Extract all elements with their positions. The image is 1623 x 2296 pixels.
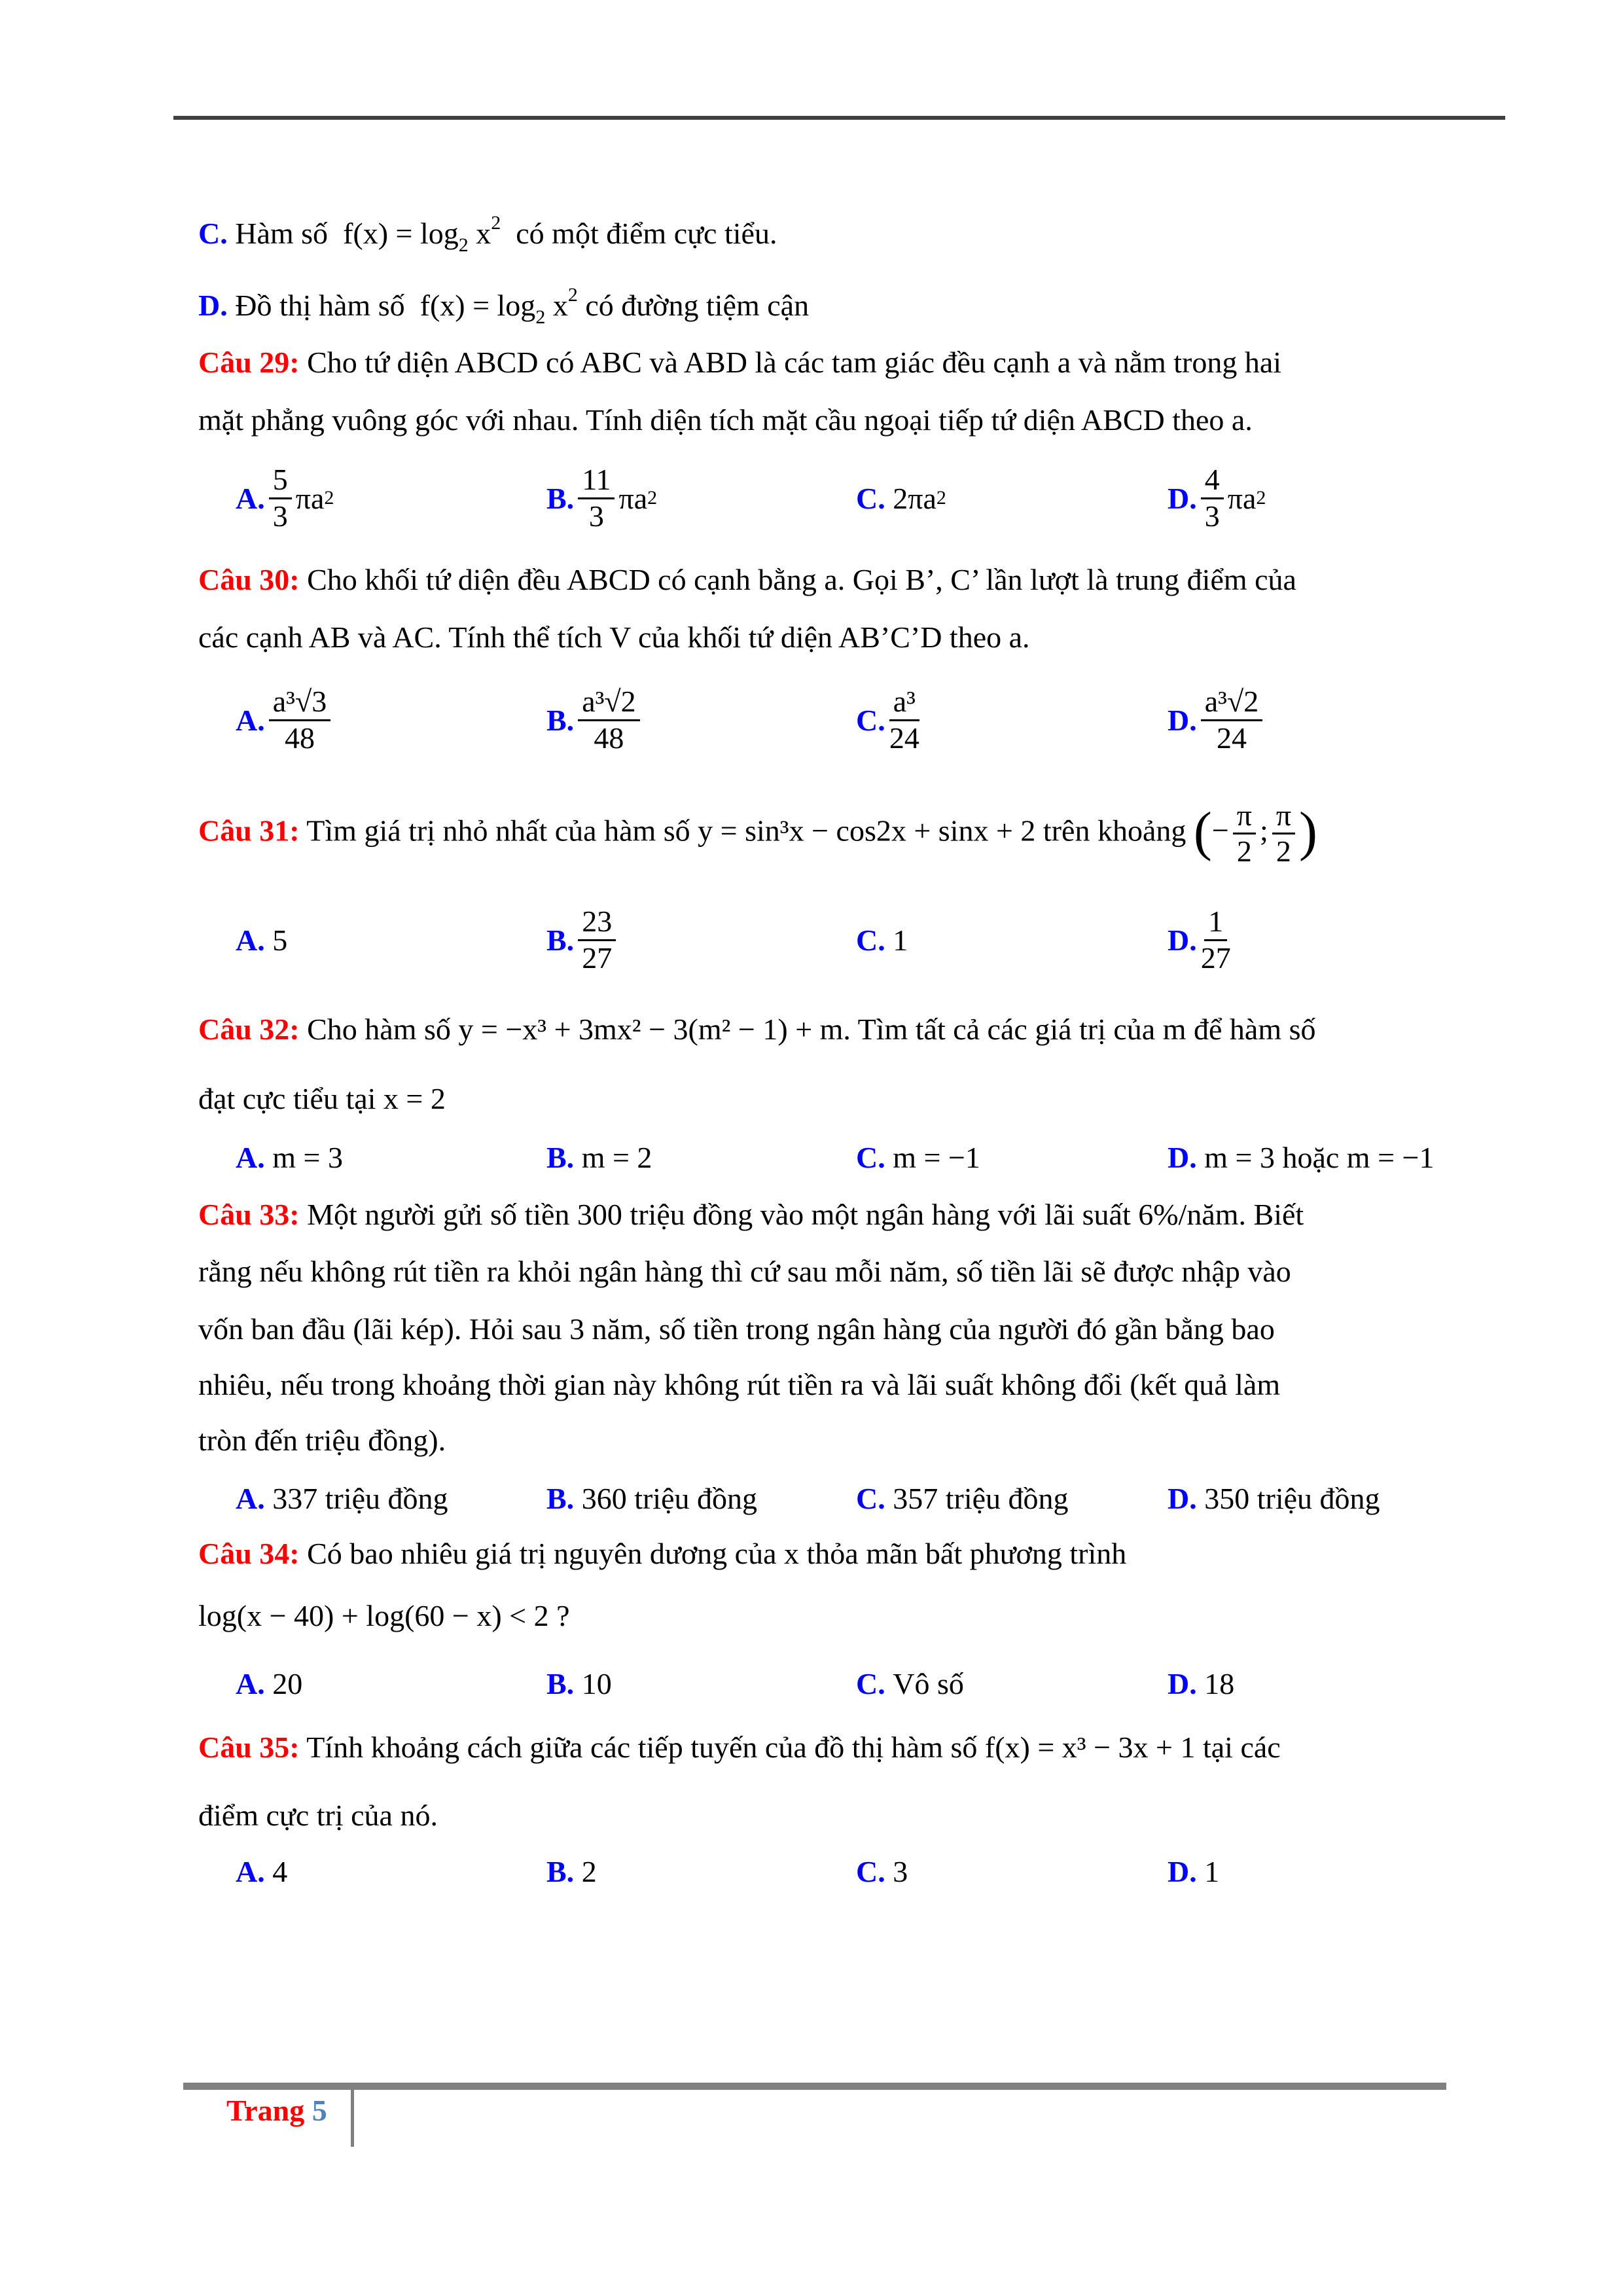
formula: x = 2: [383, 1082, 446, 1115]
fraction: $\frac{4}{3}$: [1201, 464, 1224, 532]
option-d[interactable]: D. m = 3 hoặc m = −1: [1168, 1140, 1435, 1174]
question-32-options: [0, 1118, 1623, 1196]
formula: $f(x) = \log_2 x^2$: [419, 284, 578, 328]
question-number: Câu 32:: [198, 1013, 300, 1046]
question-33-line-5: tròn đến triệu đồng).: [198, 1424, 446, 1457]
prev-option-c: C. Hàm số $f(x) = \log_2 x^2$ có một điểm cực tiểu.: [198, 212, 777, 256]
fraction: $\frac{\text{a³√3}}{48}$: [269, 686, 330, 754]
option-d[interactable]: D. 1: [1168, 1854, 1220, 1888]
option-b[interactable]: B. m = 2: [546, 1140, 652, 1174]
fraction: $\frac{\text{a³}}{24}$: [889, 685, 919, 755]
option-c[interactable]: C. 357 triệu đồng: [856, 1481, 1069, 1515]
option-c[interactable]: C. 3: [856, 1854, 908, 1888]
question-33-line-3: vốn ban đầu (lãi kép). Hỏi sau 3 năm, số tiền trong ngân hàng của người đó gần bằng bao: [198, 1312, 1275, 1346]
question-33-line-4: nhiêu, nếu trong khoảng thời gian này không rút tiền ra và lãi suất không đổi (kết quả làm: [198, 1368, 1281, 1401]
formula: y = −x³ + 3mx² − 3(m² − 1) + m: [458, 1013, 844, 1046]
option-b[interactable]: B. $\frac{23}{27}$: [546, 901, 620, 979]
option-b[interactable]: B. 10: [546, 1666, 612, 1700]
question-29-line-2: mặt phẳng vuông góc với nhau. Tính diện tích mặt cầu ngoại tiếp tứ diện ABCD theo a.: [198, 403, 1253, 437]
question-33-options: [0, 1459, 1623, 1537]
question-number: Câu 33:: [198, 1198, 300, 1231]
question-number: Câu 30:: [198, 563, 300, 596]
option-a[interactable]: A. 5: [236, 923, 288, 957]
question-34-line-1: Câu 34: Có bao nhiêu giá trị nguyên dương của x thỏa mãn bất phương trình: [198, 1537, 1127, 1570]
option-d[interactable]: D. 350 triệu đồng: [1168, 1481, 1380, 1515]
formula: y = sin³x − cos2x + sinx + 2: [698, 814, 1036, 848]
question-number: Câu 34:: [198, 1537, 300, 1570]
option-a[interactable]: A. 337 triệu đồng: [236, 1481, 448, 1515]
option-d[interactable]: D. $\frac{1}{27}$: [1168, 905, 1231, 975]
page-number: Trang 5: [226, 2094, 327, 2127]
question-35-options: [0, 1832, 1623, 1910]
question-33-line-1: Câu 33: Một người gửi số tiền 300 triệu đồng vào một ngân hàng với lãi suất 6%/năm. Biết: [198, 1198, 1304, 1231]
fraction: $\frac{11}{3}$: [578, 464, 615, 532]
question-34-options: [0, 1644, 1623, 1723]
question-35-line-1: Câu 35: Tính khoảng cách giữa các tiếp tuyến của đồ thị hàm số f(x) = x³ − 3x + 1 tại các: [198, 1731, 1281, 1764]
option-c[interactable]: C. m = −1: [856, 1140, 980, 1174]
fraction: $\frac{\text{a³√2}}{24}$: [1201, 686, 1262, 754]
question-30-line-1: Câu 30: Cho khối tứ diện đều ABCD có cạnh bằng a. Gọi B’, C’ lần lượt là trung điểm của: [198, 563, 1296, 596]
option-c[interactable]: C. Vô số: [856, 1666, 964, 1700]
option-b[interactable]: B. $\frac{11}{3}$ πa 2: [546, 463, 658, 533]
option-label: C.: [198, 217, 228, 250]
footer-rule: [183, 2083, 1446, 2090]
question-34-line-2: [198, 1598, 570, 1634]
question-number: Câu 31:: [198, 814, 300, 848]
formula: $f(x) = \log_2 x^2$: [343, 212, 501, 256]
option-a[interactable]: A. 4: [236, 1854, 288, 1888]
question-32-line-2: đạt cực tiểu tại x = 2: [198, 1082, 446, 1115]
formula: f(x) = x³ − 3x + 1: [984, 1731, 1196, 1764]
option-b[interactable]: B. $\frac{\text{a³√2}}{48}$: [546, 681, 644, 759]
interval: (− $\frac{\pi}{2}$ ; $\frac{\pi}{2}$ ): [1193, 798, 1318, 869]
question-33-line-2: rằng nếu không rút tiền ra khỏi ngân hàng thì cứ sau mỗi năm, số tiền lãi sẽ được nhập vào: [198, 1255, 1291, 1288]
prev-option-d: D. Đồ thị hàm số $f(x) = \log_2 x^2$ có đường tiệm cận: [198, 284, 810, 328]
fraction: $\frac{23}{27}$: [578, 906, 616, 974]
option-d[interactable]: D. $\frac{\text{a³√2}}{24}$: [1168, 681, 1266, 759]
option-a[interactable]: A. 20: [236, 1666, 303, 1700]
option-a[interactable]: A. $\frac{\text{a³√3}}{48}$: [236, 681, 334, 759]
option-c[interactable]: C. 2πa 2: [856, 481, 946, 515]
fraction: $\frac{1}{27}$: [1200, 905, 1231, 975]
question-29-options: [0, 459, 1623, 537]
fraction: $\frac{\text{a³√2}}{48}$: [578, 686, 639, 754]
option-c[interactable]: C. 1: [856, 923, 908, 957]
question-29-line-1: Câu 29: Cho tứ diện ABCD có ABC và ABD là các tam giác đều cạnh a và nằm trong hai: [198, 346, 1282, 379]
option-b[interactable]: B. 360 triệu đồng: [546, 1481, 757, 1515]
header-rule: [173, 116, 1505, 120]
option-b[interactable]: B. 2: [546, 1854, 597, 1888]
question-30-options: [0, 681, 1623, 759]
option-label: D.: [198, 289, 228, 322]
question-31-line-1: Câu 31: Tìm giá trị nhỏ nhất của hàm số y = sin³x − cos2x + sinx + 2 trên khoảng (− $\frac{\pi}{2}$ ; $\frac{\pi}{2}$ ): [198, 798, 1318, 869]
option-c[interactable]: C. $\frac{\text{a³}}{24}$: [856, 685, 919, 755]
question-31-options: [0, 901, 1623, 979]
option-d[interactable]: D. $\frac{4}{3}$ πa 2: [1168, 463, 1266, 533]
question-30-line-2: các cạnh AB và AC. Tính thể tích V của khối tứ diện AB’C’D theo a.: [198, 620, 1030, 654]
question-number: Câu 29:: [198, 346, 300, 379]
fraction: $\frac{5}{3}$: [269, 464, 292, 532]
formula: log(x − 40) + log(60 − x) < 2 ?: [198, 1599, 570, 1632]
option-a[interactable]: A. m = 3: [236, 1140, 343, 1174]
question-35-line-2: điểm cực trị của nó.: [198, 1799, 438, 1832]
option-a[interactable]: A. $\frac{5}{3}$ πa 2: [236, 463, 334, 533]
question-32-line-1: Câu 32: Cho hàm số y = −x³ + 3mx² − 3(m² − 1) + m. Tìm tất cả các giá trị của m để hàm số: [198, 1013, 1316, 1046]
option-d[interactable]: D. 18: [1168, 1666, 1235, 1700]
footer-divider: [351, 2090, 354, 2147]
question-number: Câu 35:: [198, 1731, 300, 1764]
